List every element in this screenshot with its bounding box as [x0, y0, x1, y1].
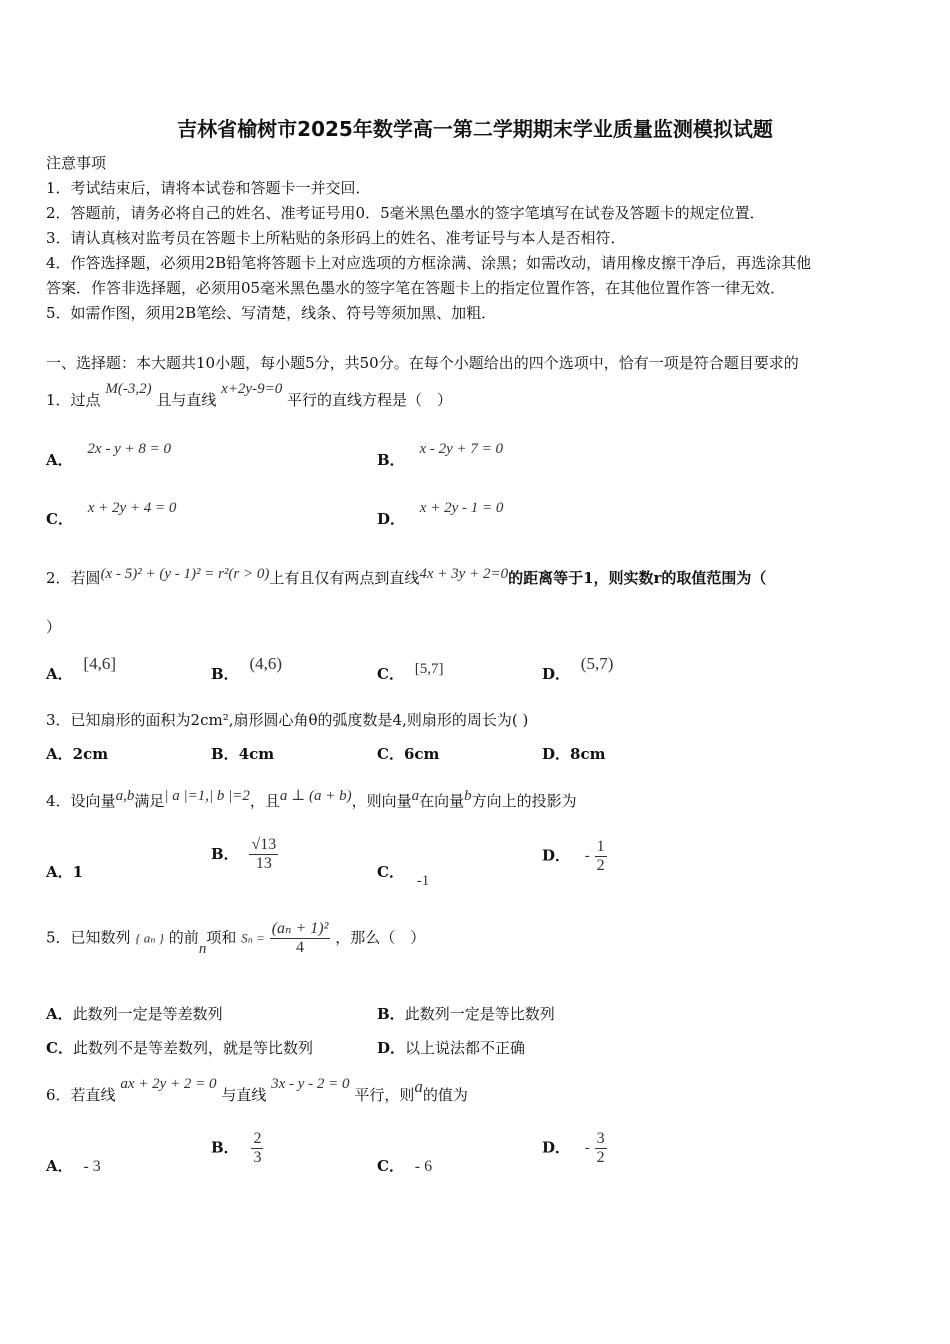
q4-option-d[interactable]: [542, 838, 607, 875]
option-label: C．: [377, 745, 404, 763]
option-label: A．: [46, 745, 73, 763]
option-math: (4,6): [249, 654, 283, 673]
q2-text: 上有且仅有两点到直线: [269, 569, 420, 587]
q4-option-a[interactable]: [46, 861, 83, 882]
option-sign: -: [584, 1140, 590, 1156]
q3-option-d[interactable]: [542, 743, 605, 764]
option-text: - 3: [83, 1158, 101, 1175]
option-math: 2x - y + 8 = 0: [87, 441, 171, 457]
q5-fraction: [270, 920, 331, 957]
fraction-numerator: 1: [596, 838, 605, 855]
q5-n: n: [198, 940, 207, 957]
notice-item: 1．考试结束后，请将本试卷和答题卡一并交回．: [46, 179, 371, 197]
q4-text: 满足: [134, 792, 165, 810]
q6-line1: ax + 2y + 2 = 0: [120, 1076, 217, 1092]
option-text: 8cm: [570, 745, 606, 763]
fraction-numerator: (aₙ + 1)²: [271, 920, 329, 937]
q1-line: x+2y-9=0: [221, 381, 283, 397]
q3-option-b[interactable]: [211, 743, 274, 764]
question-4: [46, 790, 577, 811]
q6-text: 的值为: [422, 1086, 468, 1104]
q1-text: 过点: [70, 391, 101, 409]
fraction-denominator: 13: [255, 855, 272, 872]
q1-number: 1．: [46, 391, 71, 409]
option-label: D．: [542, 665, 571, 683]
option-text: 此数列一定是等差数列: [72, 1005, 223, 1023]
option-text: 1: [72, 863, 84, 881]
q1-option-a[interactable]: [46, 441, 171, 470]
option-label: D．: [542, 1138, 571, 1157]
q1-point: M(-3,2): [105, 381, 152, 397]
option-label: B．: [211, 844, 239, 863]
option-label: A．: [46, 863, 73, 881]
section-heading: 一、选择题：本大题共10小题，每小题5分，共50分。在每个小题给出的四个选项中，恰有一项是符合题目要求的: [46, 354, 799, 372]
fraction-numerator: 3: [596, 1130, 605, 1147]
option-label: A．: [46, 1005, 73, 1023]
question-5: [46, 920, 425, 957]
option-label: A．: [46, 451, 73, 469]
q1-text: 且与直线: [156, 391, 217, 409]
q2-line: 4x + 3y + 2=0: [419, 566, 509, 582]
q3-option-c[interactable]: [377, 743, 439, 764]
q6-option-b[interactable]: [211, 1130, 263, 1167]
q4-text: 在向量: [419, 792, 465, 810]
option-label: B．: [377, 451, 405, 469]
option-text: 2cm: [72, 745, 109, 763]
q5-option-d[interactable]: [377, 1037, 525, 1058]
option-math: [5,7]: [414, 661, 444, 677]
option-label: B．: [211, 665, 239, 683]
q6-line2: 3x - y - 2 = 0: [271, 1076, 350, 1092]
fraction-denominator: 3: [253, 1149, 262, 1166]
q2-option-c[interactable]: [377, 661, 444, 684]
option-label: B．: [211, 745, 239, 763]
q1-option-b[interactable]: [377, 441, 504, 470]
option-label: B．: [377, 1005, 405, 1023]
q4-math: | a |=1,| b |=2: [164, 788, 250, 804]
q6-text: 若直线: [70, 1086, 116, 1104]
option-sign: -: [584, 848, 590, 864]
q5-sequence: { aₙ }: [135, 930, 165, 946]
option-label: B．: [211, 1138, 239, 1157]
q4-text: 设向量: [70, 792, 116, 810]
option-label: A．: [46, 1157, 73, 1175]
notice-item: 4．作答选择题，必须用2B铅笔将答题卡上对应选项的方框涂满、涂黑；如需改动，请用橡皮擦干净后，再选涂其他: [46, 254, 812, 272]
q2-option-b[interactable]: [211, 654, 283, 684]
question-6: [46, 1076, 468, 1105]
option-text: -1: [416, 873, 430, 889]
q2-text-end: ）: [46, 618, 62, 636]
option-label: D．: [542, 745, 571, 763]
option-label: A．: [46, 665, 73, 683]
q4-option-b[interactable]: [211, 836, 278, 873]
option-fraction: [595, 838, 607, 875]
q4-text: ，则向量: [351, 792, 412, 810]
option-label: C．: [377, 863, 404, 881]
q4-option-c[interactable]: [377, 861, 430, 889]
page-title: 吉林省榆树市2025年数学高一第二学期期末学业质量监测模拟试题: [177, 117, 773, 141]
option-text: 6cm: [403, 745, 440, 763]
q6-option-d[interactable]: [542, 1130, 607, 1167]
option-label: C．: [46, 1039, 73, 1057]
question-2: [46, 567, 766, 588]
q4-number: 4．: [46, 792, 71, 810]
q5-option-a[interactable]: [46, 1003, 223, 1024]
option-math: (5,7): [580, 654, 614, 673]
q2-option-a[interactable]: [46, 654, 116, 684]
q5-text: 项和: [206, 928, 237, 947]
option-fraction: [251, 1130, 263, 1167]
option-text: 此数列一定是等比数列: [404, 1005, 555, 1023]
q2-circle: (x - 5)² + (y - 1)² = r²(r > 0): [100, 566, 270, 582]
option-text: 此数列不是等差数列，就是等比数列: [72, 1039, 313, 1057]
option-fraction: [249, 836, 278, 873]
option-text: 以上说法都不正确: [405, 1039, 526, 1057]
q4-math: b: [464, 788, 472, 804]
q4-text: 方向上的投影为: [471, 792, 577, 810]
q2-text: 的距离等于1，则实数r的取值范围为（: [508, 569, 767, 587]
fraction-numerator: √13: [251, 836, 277, 853]
q5-sum: Sₙ =: [241, 930, 265, 946]
option-math: [4,6]: [83, 654, 116, 673]
option-label: C．: [377, 665, 404, 683]
q1-option-d[interactable]: [377, 500, 504, 529]
q4-math: a,b: [115, 788, 135, 804]
q4-math: a: [411, 788, 420, 804]
option-text: 4cm: [238, 745, 275, 763]
q5-option-c[interactable]: [46, 1037, 313, 1058]
option-label: D．: [377, 510, 406, 528]
notice-item: 答案．作答非选择题，必须用05毫米黑色墨水的签字笔在答题卡上的指定位置作答，在其他位置作答一律无效．: [46, 279, 786, 297]
q6-option-c[interactable]: [377, 1155, 432, 1176]
q4-text: ，且: [249, 792, 280, 810]
notice-item: 5．如需作图，须用2B笔绘、写清楚，线条、符号等须加黑、加粗．: [46, 304, 497, 322]
q6-number: 6．: [46, 1086, 71, 1104]
option-math: x + 2y - 1 = 0: [419, 500, 504, 516]
option-text: - 6: [414, 1158, 433, 1175]
question-1: [46, 381, 453, 410]
q5-option-b[interactable]: [377, 1003, 555, 1024]
q5-text: 的前: [168, 928, 199, 947]
q2-text: 若圆: [70, 569, 101, 587]
notice-heading: 注意事项: [46, 154, 107, 172]
q6-text: 与直线: [221, 1086, 267, 1104]
fraction-numerator: 2: [253, 1130, 262, 1147]
fraction-denominator: 2: [596, 1149, 605, 1166]
option-fraction: [595, 1130, 607, 1167]
q6-text: 平行，则: [354, 1086, 415, 1104]
fraction-denominator: 4: [296, 939, 305, 956]
q1-option-c[interactable]: [46, 500, 177, 529]
option-label: C．: [46, 510, 73, 528]
option-math: x - 2y + 7 = 0: [419, 441, 504, 457]
q5-number: 5．: [46, 928, 71, 947]
q2-option-d[interactable]: [542, 654, 614, 684]
option-math: x + 2y + 4 = 0: [87, 500, 177, 516]
q6-a: a: [414, 1077, 423, 1096]
q6-option-a[interactable]: [46, 1155, 101, 1176]
option-label: D．: [542, 846, 571, 865]
notice-item: 2．答题前，请务必将自己的姓名、准考证号用0．5毫米黑色墨水的签字笔填写在试卷及答题卡的规定位置．: [46, 204, 765, 222]
notice-item: 3．请认真核对监考员在答题卡上所粘贴的条形码上的姓名、准考证号与本人是否相符．: [46, 229, 626, 247]
question-3: 3．已知扇形的面积为2cm²,扇形圆心角θ的弧度数是4,则扇形的周长为( ): [46, 711, 529, 729]
q1-text: 平行的直线方程是（ ）: [287, 391, 453, 409]
fraction-denominator: 2: [596, 857, 605, 874]
q2-number: 2．: [46, 569, 71, 587]
q4-math: a ⊥ (a + b): [279, 788, 352, 804]
q5-text: ，那么（ ）: [335, 928, 426, 947]
q3-option-a[interactable]: [46, 743, 108, 764]
option-label: C．: [377, 1157, 404, 1175]
q5-text: 已知数列: [70, 928, 131, 947]
option-label: D．: [377, 1039, 406, 1057]
